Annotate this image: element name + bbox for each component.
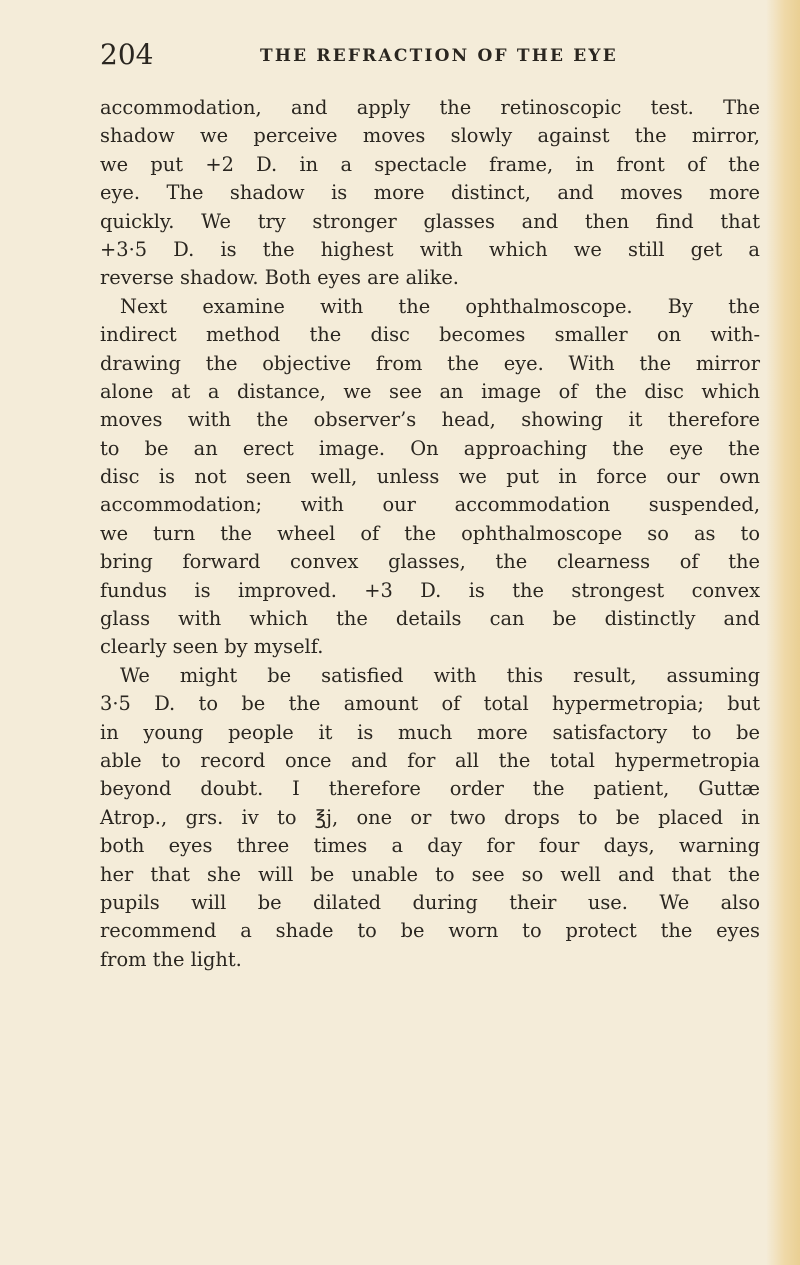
text-line: bring forward convex glasses, the clearness of the <box>100 550 760 574</box>
text-line: beyond doubt. I therefore order the patient, Guttæ <box>100 777 760 801</box>
text-line: Atrop., grs. iv to ℥j, one or two drops to be placed in <box>100 805 760 829</box>
text-line: drawing the objective from the eye. With the mirror <box>100 351 760 375</box>
body-text <box>100 94 760 974</box>
text-line: indirect method the disc becomes smaller on with- <box>100 323 760 347</box>
text-line: moves with the observer’s head, showing it therefore <box>100 408 760 432</box>
text-line: quickly. We try stronger glasses and then find that <box>100 209 760 233</box>
text-line: accommodation; with our accommodation suspended, <box>100 493 760 517</box>
text-line: recommend a shade to be worn to protect the eyes <box>100 919 760 943</box>
text-line: alone at a distance, we see an image of the disc which <box>100 379 760 403</box>
text-line: we turn the wheel of the ophthalmoscope so as to <box>100 521 760 545</box>
text-line: both eyes three times a day for four days, warning <box>100 834 760 858</box>
text-line: +3·5 D. is the highest with which we still get a <box>100 237 760 261</box>
text-line: fundus is improved. +3 D. is the strongest convex <box>100 578 760 602</box>
text-line: shadow we perceive moves slowly against the mirror, <box>100 124 760 148</box>
text-line: reverse shadow. Both eyes are alike. <box>100 266 459 290</box>
paragraph-start-line: We might be satisfied with this result, assuming <box>120 663 760 687</box>
paragraph-start-line: Next examine with the ophthalmoscope. By the <box>120 294 760 318</box>
running-head: THE REFRACTION OF THE EYE <box>260 46 618 66</box>
text-line: 3·5 D. to be the amount of total hypermetropia; but <box>100 692 760 716</box>
text-line: pupils will be dilated during their use. We also <box>100 890 760 914</box>
text-line: her that she will be unable to see so well and that the <box>100 862 760 886</box>
page-edge-shading <box>766 0 800 1265</box>
text-line: to be an erect image. On approaching the eye the <box>100 436 760 460</box>
page-number: 204 <box>100 38 154 71</box>
text-line: accommodation, and apply the retinoscopic test. The <box>100 96 760 119</box>
text-line: eye. The shadow is more distinct, and moves more <box>100 181 760 205</box>
text-line: in young people it is much more satisfactory to be <box>100 720 760 744</box>
text-line: able to record once and for all the total hypermetropia <box>100 748 760 772</box>
text-line: we put +2 D. in a spectacle frame, in front of the <box>100 152 760 176</box>
page-header <box>100 38 760 78</box>
text-line: from the light. <box>100 947 242 971</box>
text-line: clearly seen by myself. <box>100 635 324 659</box>
text-line: disc is not seen well, unless we put in force our own <box>100 465 760 489</box>
text-line: glass with which the details can be distinctly and <box>100 607 760 631</box>
